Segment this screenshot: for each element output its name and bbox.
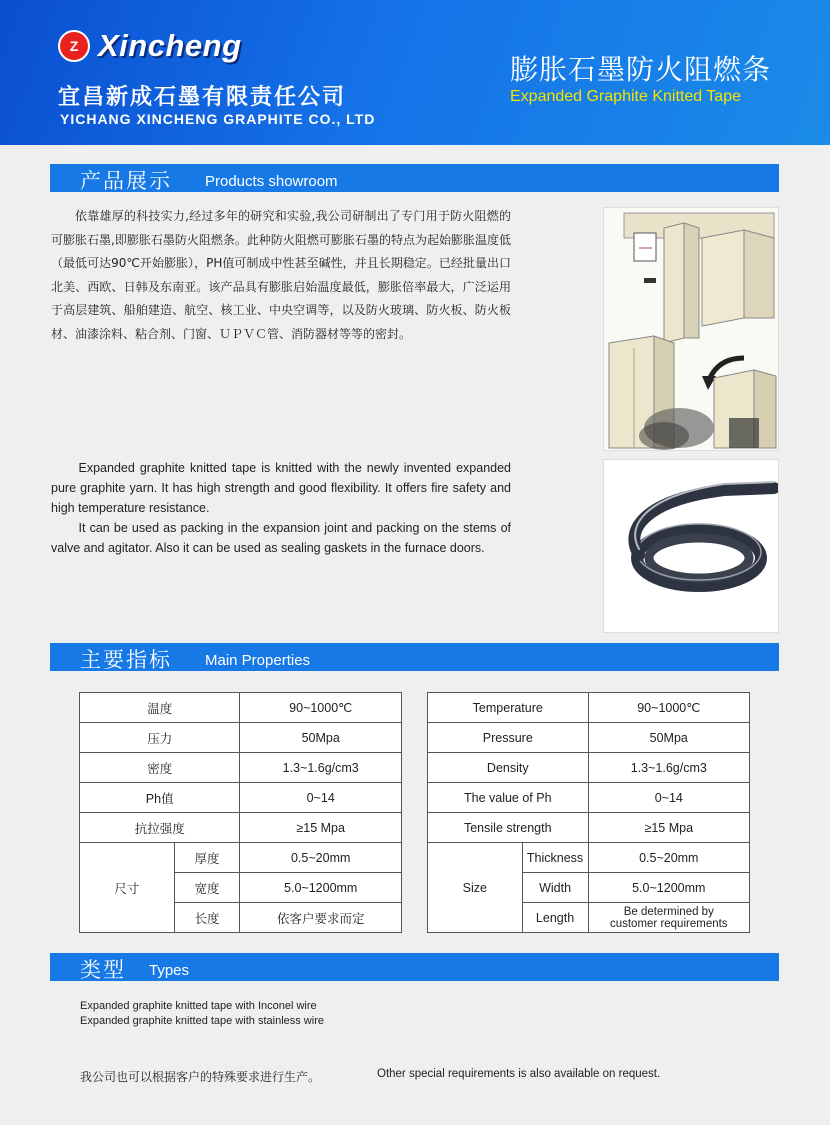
section-title-en: Types — [149, 962, 190, 979]
note-en: Other special requirements is also available on request. — [377, 1068, 661, 1080]
table-value-cell: 5.0~1200mm — [240, 873, 402, 903]
table-row — [80, 693, 402, 723]
brand-name: Xincheng — [98, 28, 242, 63]
table-label-cell: 抗拉强度 — [80, 813, 240, 843]
logo-mark-icon: Z — [58, 30, 90, 62]
list-item: Expanded graphite knitted tape with Inconel wire — [80, 1000, 317, 1012]
table-row — [80, 753, 402, 783]
section-bar-types — [50, 953, 779, 981]
table-label-cell: 密度 — [80, 753, 240, 783]
intro-paragraph: Expanded graphite knitted tape is knitted with the newly invented expanded pure graphite yarn. It has high strength and good flexibility. It offers fire safety and high temperature resistance. — [51, 461, 511, 515]
properties-table-en — [427, 692, 750, 933]
table-sublabel-cell: Length — [522, 903, 588, 933]
table-value-cell — [588, 903, 749, 933]
table-row — [428, 843, 750, 873]
table-value-cell: 依客户要求而定 — [240, 903, 402, 933]
table-row — [428, 783, 750, 813]
types-list — [80, 999, 324, 1029]
table-row — [80, 783, 402, 813]
table-label-cell: Ph值 — [80, 783, 240, 813]
company-logo — [58, 28, 242, 64]
table-label-cell: Pressure — [428, 723, 589, 753]
table-label-cell: 温度 — [80, 693, 240, 723]
size-label-cell: 尺寸 — [80, 843, 175, 933]
section-title-en: Main Properties — [205, 652, 311, 669]
table-value-cell: 5.0~1200mm — [588, 873, 749, 903]
table-sublabel-cell: 长度 — [174, 903, 240, 933]
note-cn: 我公司也可以根据客户的特殊要求进行生产。 — [80, 1070, 321, 1084]
table-row — [80, 723, 402, 753]
value-line: customer requirements — [609, 917, 728, 930]
table-sublabel-cell: Thickness — [522, 843, 588, 873]
table-value-cell: 50Mpa — [588, 723, 749, 753]
section-bar-showroom — [50, 164, 779, 192]
table-value-cell: 90~1000℃ — [588, 693, 749, 723]
table-row — [80, 843, 402, 873]
properties-table-cn — [79, 692, 402, 933]
table-value-cell: ≥15 Mpa — [588, 813, 749, 843]
list-item: Expanded graphite knitted tape with stainless wire — [80, 1015, 324, 1027]
table-sublabel-cell: Width — [522, 873, 588, 903]
size-label-cell: Size — [428, 843, 523, 933]
product-title-en: Expanded Graphite Knitted Tape — [510, 88, 741, 105]
table-value-cell: 1.3~1.6g/cm3 — [240, 753, 402, 783]
installation-diagram-image — [603, 207, 779, 451]
section-bar-properties — [50, 643, 779, 671]
section-title-cn: 类型 — [80, 958, 126, 982]
table-value-cell: 1.3~1.6g/cm3 — [588, 753, 749, 783]
product-title-cn: 膨胀石墨防火阻燃条 — [510, 53, 772, 86]
section-title-en: Products showroom — [205, 173, 338, 190]
intro-paragraph: It can be used as packing in the expansion joint and packing on the stems of valve and agitator. Also it can be used as sealing gaskets in the furnace doors. — [51, 521, 511, 555]
table-value-cell: 0.5~20mm — [240, 843, 402, 873]
section-title-cn: 产品展示 — [80, 169, 172, 193]
table-label-cell: Tensile strength — [428, 813, 589, 843]
table-row — [80, 813, 402, 843]
table-value-cell: 0~14 — [240, 783, 402, 813]
table-row — [428, 813, 750, 843]
section-title-cn: 主要指标 — [80, 648, 172, 672]
intro-text-en — [51, 458, 511, 558]
table-value-cell: 0.5~20mm — [588, 843, 749, 873]
intro-text-cn: 依靠雄厚的科技实力,经过多年的研究和实验,我公司研制出了专门用于防火阻燃的可膨胀石墨,即膨胀石墨防火阻燃条。此种防火阻燃可膨胀石墨的特点为起始膨胀温度低（最低可达90℃开始膨胀），PH值可制成中性甚至碱性，并且长期稳定。已经批量出口北美、西欧、日韩及东南亚。该产品具有膨胀启始温度最低，膨胀倍率最大，广泛运用于高层建筑、船舶建造、航空、核工业、中央空调等，以及防火玻璃、防火板、防火板材、油漆涂料、粘合剂、门窗、ＵＰＶＣ管、消防器材等等的密封。 — [51, 209, 511, 341]
table-value-cell: 90~1000℃ — [240, 693, 402, 723]
table-sublabel-cell: 厚度 — [174, 843, 240, 873]
page-header — [0, 0, 830, 145]
table-sublabel-cell: 宽度 — [174, 873, 240, 903]
company-name-cn: 宜昌新成石墨有限责任公司 — [58, 85, 347, 110]
table-value-cell: 0~14 — [588, 783, 749, 813]
table-row — [428, 753, 750, 783]
table-value-cell: 50Mpa — [240, 723, 402, 753]
table-row — [428, 723, 750, 753]
tape-roll-image — [603, 459, 779, 633]
table-value-cell: ≥15 Mpa — [240, 813, 402, 843]
value-line: Be determined by — [623, 905, 714, 918]
table-label-cell: Temperature — [428, 693, 589, 723]
table-row — [428, 693, 750, 723]
table-label-cell: 压力 — [80, 723, 240, 753]
company-name-en: YICHANG XINCHENG GRAPHITE CO., LTD — [60, 111, 376, 127]
table-label-cell: The value of Ph — [428, 783, 589, 813]
table-label-cell: Density — [428, 753, 589, 783]
